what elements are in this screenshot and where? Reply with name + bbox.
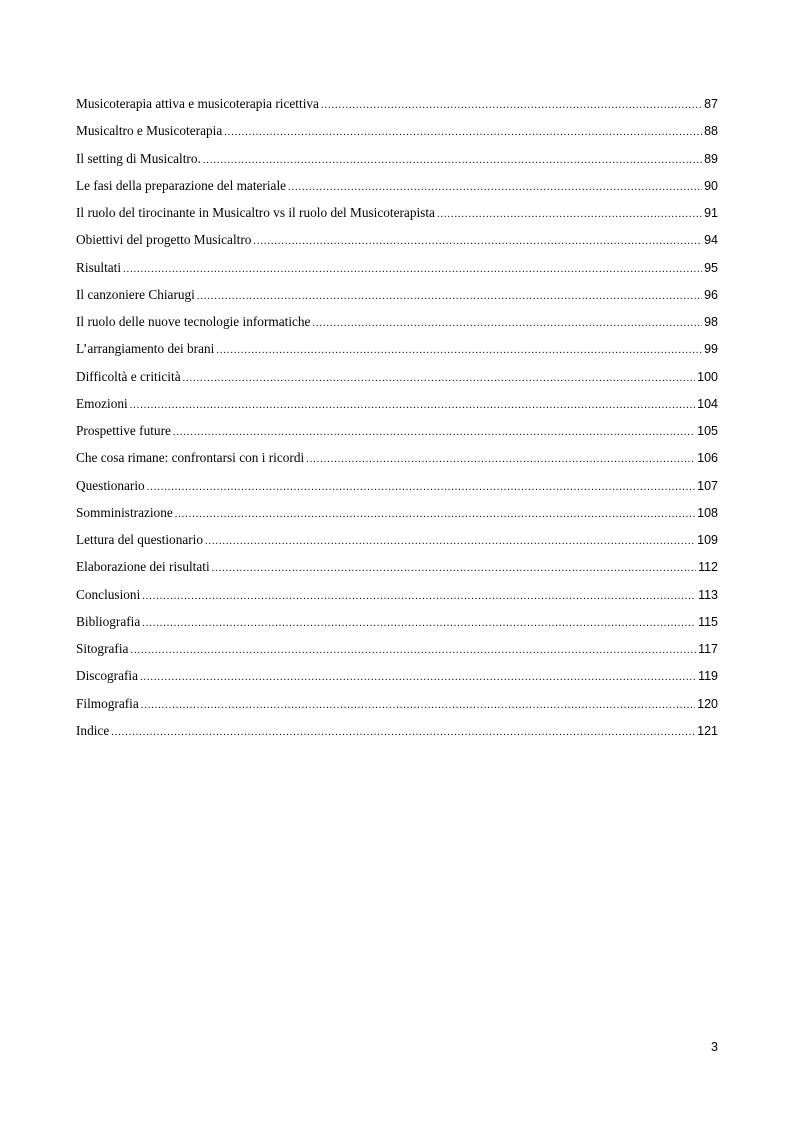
toc-entry-title: Indice: [76, 722, 110, 738]
toc-entry-page: 98: [704, 315, 718, 329]
toc-entry-title: Le fasi della preparazione del materiale: [76, 177, 287, 193]
toc-entry[interactable]: [76, 476, 718, 503]
toc-entry-page: 121: [697, 723, 718, 738]
toc-entry-title: Il ruolo delle nuove tecnologie informatiche: [76, 314, 311, 329]
toc-dot-leader: [130, 396, 695, 416]
toc-entry[interactable]: [76, 176, 718, 203]
toc-entry[interactable]: [76, 121, 718, 148]
toc-entry-page: 113: [698, 587, 718, 602]
toc-entry[interactable]: [76, 339, 718, 366]
toc-entry[interactable]: [76, 285, 718, 312]
toc-entry-page: 90: [704, 178, 718, 193]
toc-entry-title: Prospettive future: [76, 423, 171, 438]
toc-entry-title: Questionario: [76, 477, 145, 493]
toc-entry-page: 117: [698, 642, 718, 656]
toc-entry-title: L’arrangiamento dei brani: [76, 341, 215, 357]
toc-entry[interactable]: [76, 203, 718, 230]
toc-entry[interactable]: [76, 530, 718, 557]
toc-dot-leader: [224, 123, 702, 143]
toc-dot-leader: [141, 696, 695, 716]
toc-entry-title: Difficoltà e criticità: [76, 368, 181, 384]
toc-entry[interactable]: [76, 312, 718, 339]
toc-entry-page: 105: [697, 424, 718, 438]
toc-dot-leader: [123, 260, 702, 280]
toc-entry[interactable]: [76, 258, 718, 285]
toc-dot-leader: [306, 450, 695, 470]
toc-entry-title: Elaborazione dei risultati: [76, 559, 210, 575]
toc-entry-title: Conclusioni: [76, 586, 141, 602]
toc-entry-title: Che cosa rimane: confrontarsi con i ricordi: [76, 450, 305, 466]
toc-dot-leader: [312, 314, 702, 334]
toc-entry-page: 100: [697, 369, 718, 384]
table-of-contents: [76, 94, 718, 748]
toc-entry[interactable]: [76, 639, 718, 666]
toc-entry-title: Discografia: [76, 668, 139, 684]
toc-entry-title: Obiettivi del progetto Musicaltro: [76, 232, 252, 248]
toc-entry-title: Musicoterapia attiva e musicoterapia ricettiva: [76, 96, 319, 111]
toc-entry-page: 108: [697, 505, 718, 520]
toc-entry-title: Lettura del questionario: [76, 532, 204, 547]
toc-entry[interactable]: [76, 448, 718, 475]
toc-dot-leader: [321, 96, 702, 116]
toc-entry[interactable]: [76, 585, 718, 612]
toc-dot-leader: [253, 232, 702, 252]
toc-entry-page: 99: [704, 342, 718, 357]
toc-dot-leader: [142, 614, 696, 634]
toc-entry-title: Somministrazione: [76, 504, 173, 520]
toc-entry[interactable]: [76, 230, 718, 257]
toc-entry-title: Il setting di Musicaltro.: [76, 150, 201, 166]
toc-entry[interactable]: [76, 612, 718, 639]
toc-dot-leader: [437, 205, 702, 225]
toc-entry-page: 120: [697, 696, 718, 711]
toc-entry-page: 115: [698, 614, 718, 629]
toc-entry-page: 88: [704, 124, 718, 139]
toc-entry[interactable]: [76, 367, 718, 394]
toc-entry-page: 96: [704, 287, 718, 302]
toc-dot-leader: [197, 287, 702, 307]
toc-entry-page: 87: [704, 97, 718, 111]
toc-entry-title: Il canzoniere Chiarugi: [76, 286, 195, 302]
toc-entry[interactable]: [76, 394, 718, 421]
toc-entry-page: 107: [697, 478, 718, 493]
toc-entry-page: 106: [697, 451, 718, 466]
toc-entry[interactable]: [76, 149, 718, 176]
toc-entry[interactable]: [76, 503, 718, 530]
toc-entry[interactable]: [76, 666, 718, 693]
toc-dot-leader: [203, 151, 702, 171]
toc-entry-title: Filmografia: [76, 695, 139, 711]
toc-dot-leader: [288, 178, 702, 198]
toc-dot-leader: [130, 641, 696, 661]
toc-entry[interactable]: [76, 721, 718, 748]
toc-entry[interactable]: [76, 94, 718, 121]
toc-entry[interactable]: [76, 421, 718, 448]
toc-dot-leader: [111, 723, 695, 743]
toc-entry-page: 95: [704, 260, 718, 275]
toc-entry-page: 89: [704, 151, 718, 166]
toc-dot-leader: [175, 505, 695, 525]
toc-entry-page: 119: [698, 669, 718, 684]
toc-dot-leader: [205, 532, 695, 552]
toc-entry-page: 109: [697, 533, 718, 547]
toc-entry-title: Emozioni: [76, 395, 128, 411]
toc-entry-title: Bibliografia: [76, 613, 141, 629]
toc-entry[interactable]: [76, 694, 718, 721]
page-number: 3: [711, 1040, 718, 1054]
toc-entry-title: Musicaltro e Musicoterapia: [76, 123, 223, 139]
toc-entry-title: Sitografia: [76, 641, 129, 656]
toc-entry-title: Il ruolo del tirocinante in Musicaltro vs il ruolo del Musicoterapista: [76, 205, 435, 220]
toc-entry-page: 94: [704, 233, 718, 248]
toc-dot-leader: [173, 423, 695, 443]
toc-dot-leader: [216, 341, 702, 361]
toc-dot-leader: [142, 587, 696, 607]
toc-entry-page: 112: [698, 560, 718, 575]
toc-dot-leader: [212, 559, 696, 579]
toc-dot-leader: [183, 369, 696, 389]
toc-dot-leader: [147, 478, 695, 498]
toc-entry-title: Risultati: [76, 259, 122, 275]
toc-entry[interactable]: [76, 557, 718, 584]
toc-entry-page: 104: [697, 396, 718, 411]
toc-entry-page: 91: [704, 206, 718, 220]
toc-dot-leader: [140, 668, 696, 688]
